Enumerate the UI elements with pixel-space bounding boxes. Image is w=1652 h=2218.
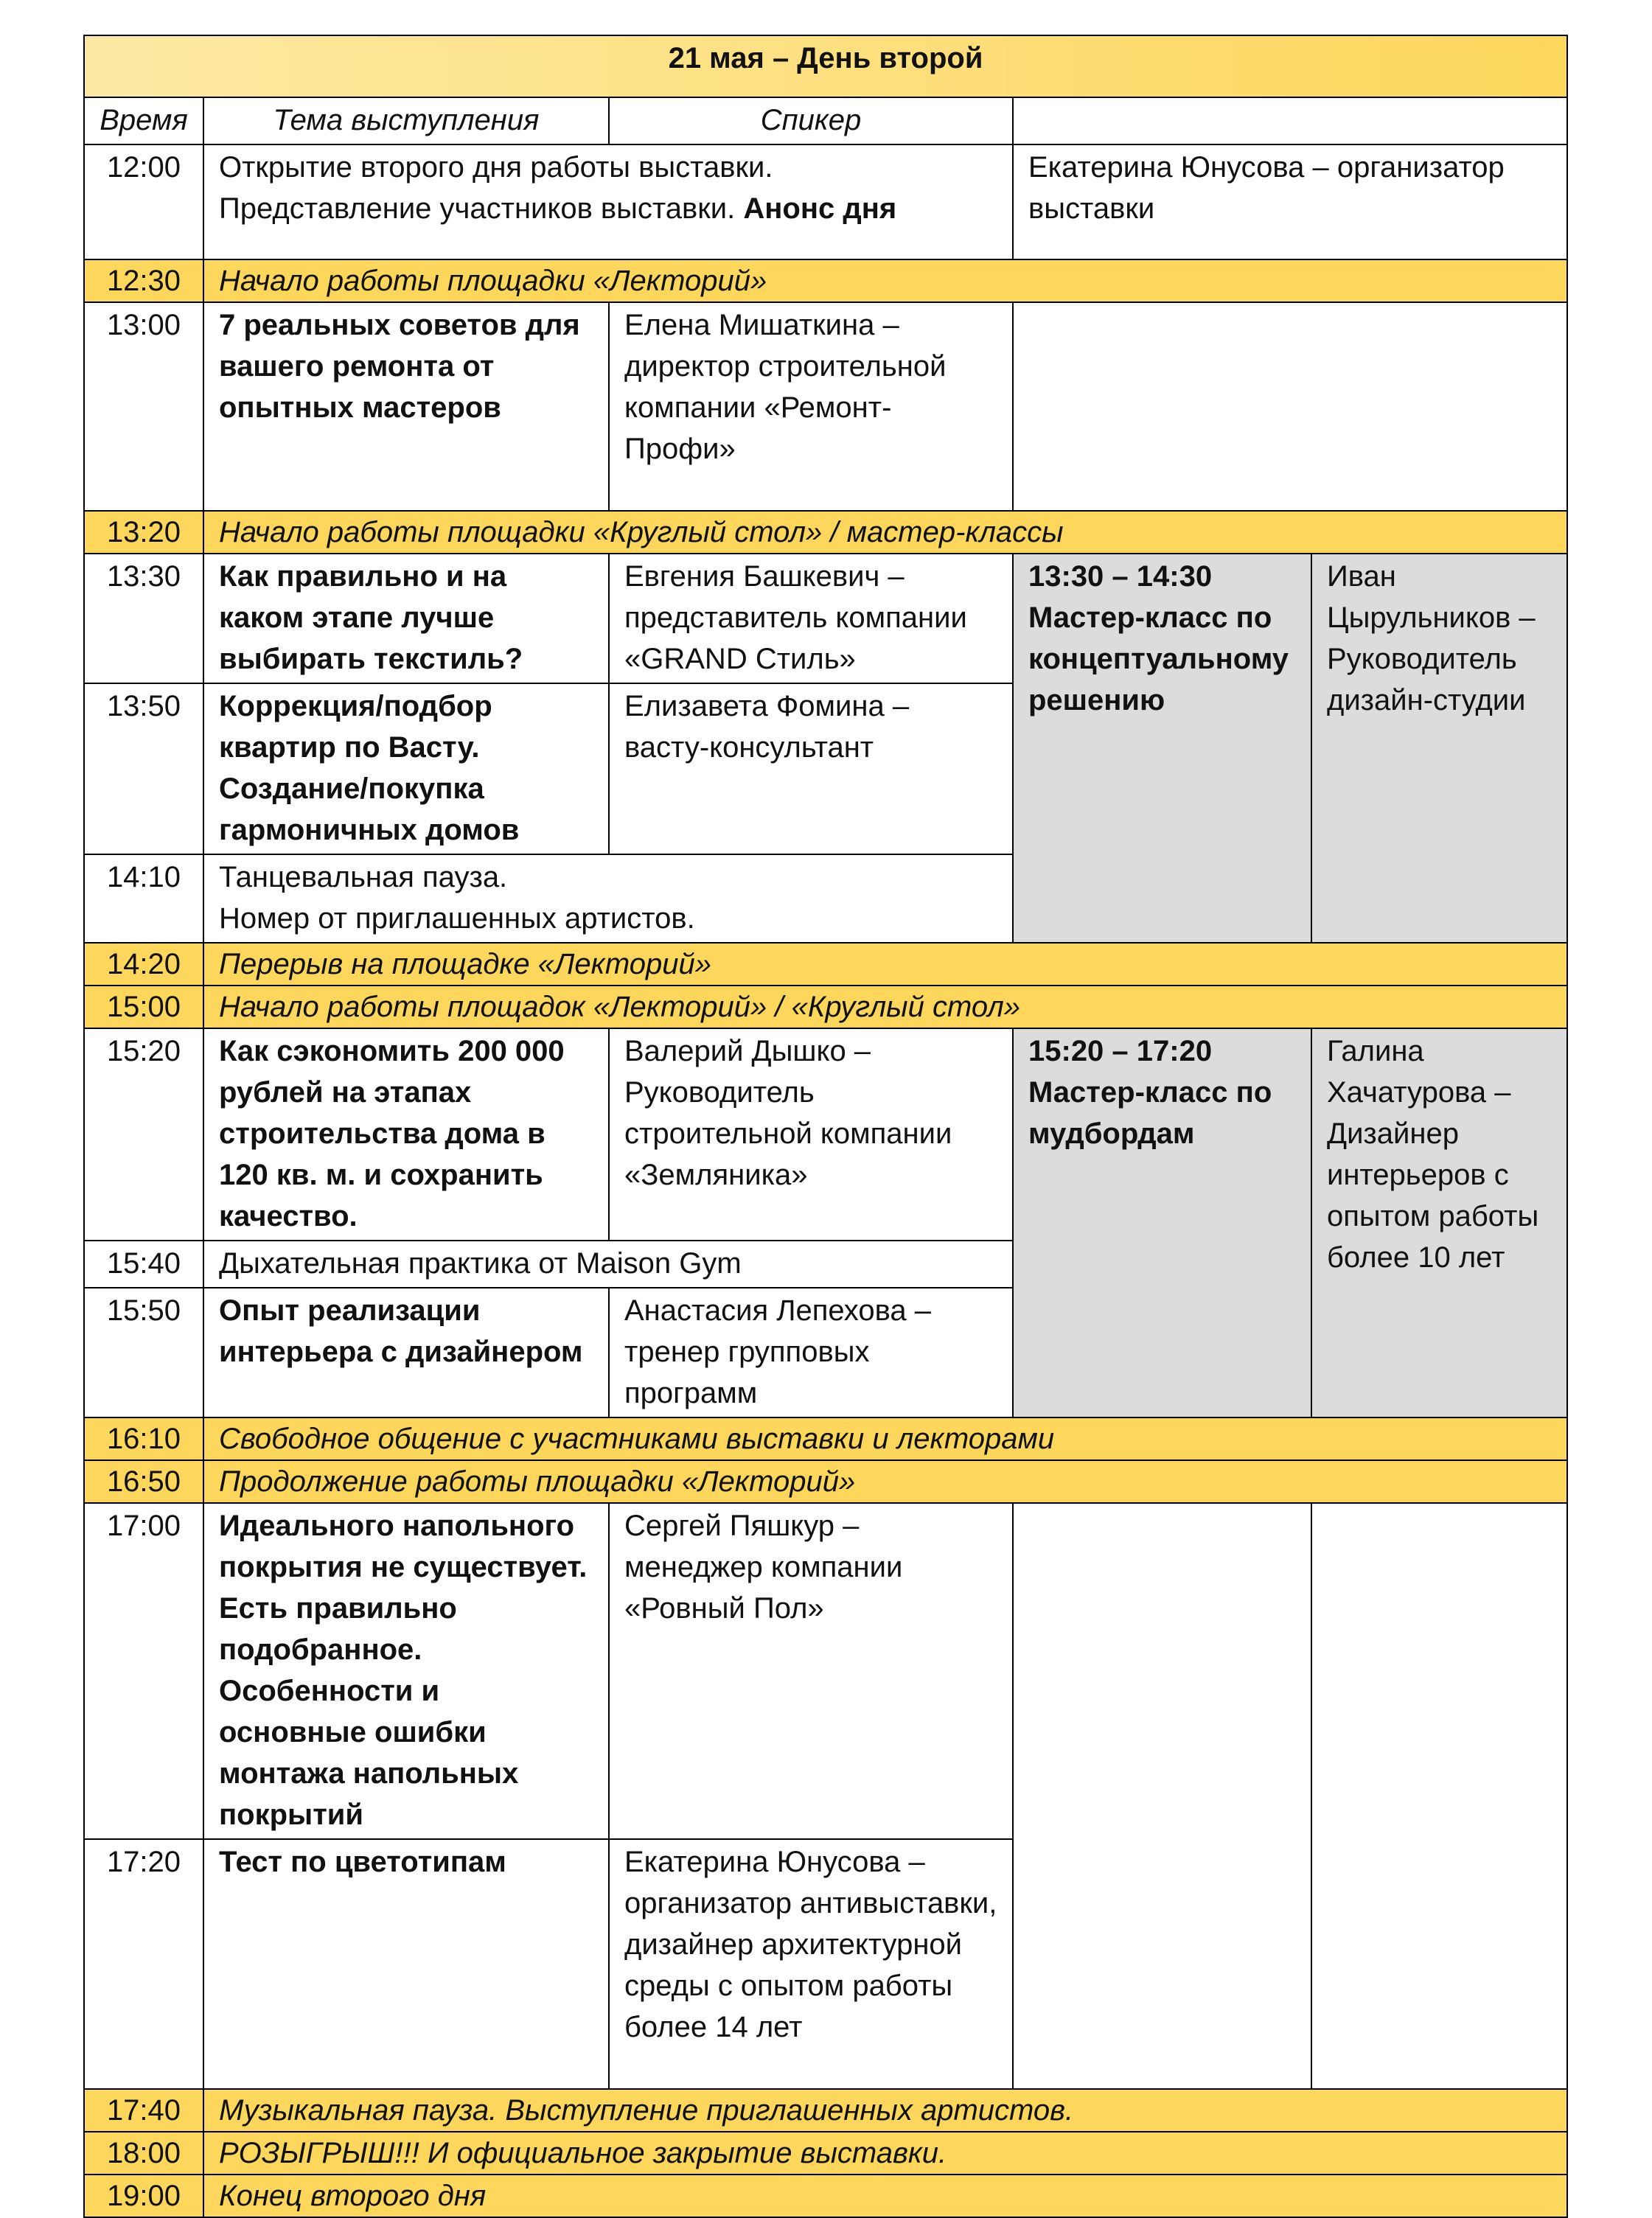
header-speaker: Спикер (609, 97, 1013, 144)
row-topic-line: Номер от приглашенных артистов. (219, 902, 695, 935)
title-row (84, 35, 1567, 97)
row-speaker: Валерий Дышко – Руководитель строительной компании «Земляника» (609, 1028, 1013, 1241)
column-header-row (84, 97, 1567, 144)
row-speaker: Анастасия Лепехова – тренер групповых программ (609, 1288, 1013, 1417)
row-speaker: Сергей Пяшкур – менеджер компании «Ровный Пол» (609, 1503, 1013, 1839)
row-event: Конец второго дня (203, 2175, 1567, 2217)
masterclass-title: Мастер-класс по концептуальному решению (1028, 601, 1289, 716)
masterclass-cell (1013, 1028, 1311, 1417)
row-topic-bold: Анонс дня (743, 192, 897, 225)
event-bar (84, 943, 1567, 986)
row-time: 17:40 (84, 2089, 203, 2132)
event-bar (84, 2175, 1567, 2217)
row-topic: Как правильно и на каком этапе лучше выбирать текстиль? (203, 554, 609, 683)
row-event: Продолжение работы площадки «Лекторий» (203, 1460, 1567, 1503)
row-time: 12:00 (84, 144, 203, 259)
header-empty (1013, 97, 1567, 144)
row-time: 15:20 (84, 1028, 203, 1241)
row-time: 14:20 (84, 943, 203, 986)
row-event: Перерыв на площадке «Лекторий» (203, 943, 1567, 986)
row-time: 14:10 (84, 854, 203, 943)
row-time: 16:10 (84, 1417, 203, 1460)
row-time: 17:20 (84, 1839, 203, 2089)
event-bar (84, 1417, 1567, 1460)
row-speaker: Екатерина Юнусова – организатор выставки (1013, 144, 1567, 259)
event-bar (84, 511, 1567, 554)
row-time: 13:50 (84, 683, 203, 854)
event-bar (84, 986, 1567, 1028)
header-topic: Тема выступления (203, 97, 609, 144)
row-time: 16:50 (84, 1460, 203, 1503)
masterclass-time: 13:30 – 14:30 (1028, 560, 1213, 593)
row-time: 13:30 (84, 554, 203, 683)
row-topic-line (219, 188, 997, 229)
event-bar (84, 2132, 1567, 2175)
row-topic: Коррекция/подбор квартир по Васту. Создание/покупка гармоничных домов (203, 683, 609, 854)
row-time: 15:40 (84, 1241, 203, 1288)
table-row (84, 1503, 1567, 1839)
row-time: 15:00 (84, 986, 203, 1028)
table-row (84, 1028, 1567, 1241)
row-speaker: Евгения Башкевич – представитель компании «GRAND Стиль» (609, 554, 1013, 683)
row-event: Начало работы площадок «Лекторий» / «Круглый стол» (203, 986, 1567, 1028)
event-bar (84, 1460, 1567, 1503)
row-time: 12:30 (84, 259, 203, 302)
row-topic: Опыт реализации интерьера с дизайнером (203, 1288, 609, 1417)
masterclass-speaker: Галина Хачатурова – Дизайнер интерьеров с опытом работы более 10 лет (1311, 1028, 1567, 1417)
row-topic: 7 реальных советов для вашего ремонта от опытных мастеров (203, 302, 609, 511)
masterclass-cell (1013, 554, 1311, 943)
row-time: 17:00 (84, 1503, 203, 1839)
row-time: 13:20 (84, 511, 203, 554)
masterclass-speaker: Иван Цырульников – Руководитель дизайн-студии (1311, 554, 1567, 943)
row-topic: Тест по цветотипам (203, 1839, 609, 2089)
row-topic-text: Представление участников выставки. (219, 192, 744, 225)
schedule-table (83, 35, 1568, 2218)
row-speaker: Екатерина Юнусова – организатор антивыставки, дизайнер архитектурной среды с опытом работы более 14 лет (609, 1839, 1013, 2089)
row-topic: Дыхательная практика от Maison Gym (203, 1241, 1013, 1288)
table-row (84, 554, 1567, 683)
row-time: 13:00 (84, 302, 203, 511)
header-time: Время (84, 97, 203, 144)
row-topic (203, 144, 1013, 259)
event-bar (84, 2089, 1567, 2132)
row-topic-line: Танцевальная пауза. (219, 861, 508, 893)
row-topic-line: Открытие второго дня работы выставки. (219, 151, 773, 184)
row-time: 18:00 (84, 2132, 203, 2175)
row-time: 15:50 (84, 1288, 203, 1417)
table-row (84, 144, 1567, 259)
row-empty (1311, 1503, 1567, 2089)
row-topic: Идеального напольного покрытия не существует. Есть правильно подобранное. Особенности и основные ошибки монтажа напольных покрытий (203, 1503, 609, 1839)
table-row (84, 302, 1567, 511)
row-speaker: Елена Мишаткина – директор строительной компании «Ремонт-Профи» (609, 302, 1013, 511)
masterclass-time: 15:20 – 17:20 (1028, 1035, 1213, 1067)
row-empty (1013, 1503, 1311, 2089)
row-event: Музыкальная пауза. Выступление приглашенных артистов. (203, 2089, 1567, 2132)
masterclass-title: Мастер-класс по мудбордам (1028, 1076, 1272, 1150)
row-empty (1013, 302, 1567, 511)
row-event: Начало работы площадки «Круглый стол» / мастер-классы (203, 511, 1567, 554)
row-event: Свободное общение с участниками выставки и лекторами (203, 1417, 1567, 1460)
event-bar (84, 259, 1567, 302)
row-topic: Как сэкономить 200 000 рублей на этапах строительства дома в 120 кв. м. и сохранить качество. (203, 1028, 609, 1241)
row-topic (203, 854, 1013, 943)
row-speaker: Елизавета Фомина – васту-консультант (609, 683, 1013, 854)
row-event: Начало работы площадки «Лекторий» (203, 259, 1567, 302)
row-time: 19:00 (84, 2175, 203, 2217)
page-title: 21 мая – День второй (84, 35, 1567, 97)
row-event: РОЗЫГРЫШ!!! И официальное закрытие выставки. (203, 2132, 1567, 2175)
